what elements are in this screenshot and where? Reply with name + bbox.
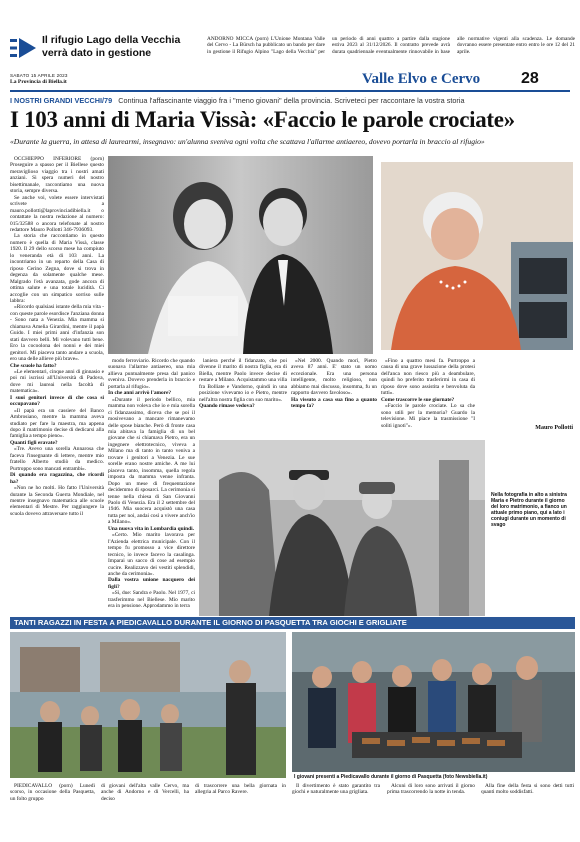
article-paragraph: modo ferroviario. Ricordo che quando suonava l'allarme antiaereo, una mia allieva puntualmente presa dal panico sveniva. Dovevo prenderla in braccio e portarla al rifugio». xyxy=(108,358,195,390)
article-subhead: Che scuole ha fatto? xyxy=(10,362,57,369)
article-subhead: In che anni arrivò l'amore? xyxy=(108,390,172,397)
article-column-5 xyxy=(381,358,475,436)
teaser-body xyxy=(207,36,575,66)
article-subhead: Come trascorre le sue giornate? xyxy=(381,396,455,403)
bottom-col-3-text: di trascorrere una bella giornata in allegria al Parco Ravere. xyxy=(195,783,286,796)
article-paragraph: «Durante il periodo bellico, mia mamma non voleva che io e mia sorella ci fidanzassimo, diceva che se poi il mosivevano a mancare rimanevamo delle spose bianche. Però di fronte casa mia abitava la famiglia di un bel giovane che si chiamava Pietro, era un ingegnere elettrotecnico, viveva a Milano ma di tanto in tanto veniva a trovare i genitori a Venezia. Le sue sorelle erano nostre amiche. A me lui piaceva tanto, insomma, quella regola imposta da mamma venne infranta. Dopo un mese di frequentazione decidemmo di sposarci. La cerimonia si tenne nella chiesa di San Giovanni Paolo di Venezia. Era il 2 settembre del 1946. Mia suocera acquistò una casa tutta per noi, andai così a vivere anch'io a Milano». xyxy=(108,396,195,526)
article-paragraph: «Certo. Mio marito lavorava per l'Azienda elettrica municipale. Con il tempo fu promosso a vice direttore tecnico, io invece facevo la casalinga. Imparai un sacco di cose ad esempio cucire. Realizzavo dei vestiti splendidi, anche da cerimonia». xyxy=(108,532,195,577)
kicker-label: I NOSTRI GRANDI VECCHI/79 xyxy=(10,96,113,105)
masthead-page-number: 28 xyxy=(521,70,539,87)
byline: Mauro Pollotti xyxy=(535,425,573,431)
bottom-col-6-text: Alla fine della festa si sono detti tutti quanti molto soddisfatti. xyxy=(481,783,574,796)
article-paragraph: «Le elementari, cinque anni di ginnasio e poi mi iscrissi all'Università di Padova, dove mi laureai nella facoltà di matematica». xyxy=(10,368,104,395)
article-column-1 xyxy=(10,156,104,616)
article-paragraph: «Il papà era un cassiere del Banco Ambrosiano, mentre la mamma aveva studiato per fare la maestra, ma appena dopo il matrimonio decise di dedicarsi alla famiglia a tempo pieno». xyxy=(10,407,104,440)
masthead-rule xyxy=(10,90,570,92)
masthead-section: Valle Elvo e Cervo xyxy=(362,71,481,87)
article-paragraph: La storia che raccontiamo in questo numero è quella di Maria Vissà, classe 1920. Il 29 dello scorso mese ha compiuto lo veneranda età di 103 anni. La incontriamo in un reparto della Casa di riposo Cerino Zegna, dove si trova in degenza da solamente qualche mese. Malgrado l'età avanzata, gode ancora di ottima salute e una totale lucidità. Ci accoglie con un simpatico sorriso sulle labbra: xyxy=(10,233,104,304)
bottom-col-1 xyxy=(10,783,95,825)
wedding-photo xyxy=(108,156,373,354)
deck: «Durante la guerra, in attesa di laurearmi, insegnavo: un'alunna sveniva ogni volta che scattava l'allarme antiaereo, dovevo portarla in braccio al rifugio» xyxy=(10,137,485,146)
bottom-col-5-text: Alcuni di loro sono arrivati il giorno prima trascorrendo la notte in tenda. xyxy=(387,783,475,796)
bottom-col-6 xyxy=(481,783,574,825)
article-paragraph: laniera perché il fidanzato, che poi divenne il marito di nostra figlia, era di Biella, mentre Paolo invece decise di restare a Milano. Acquistammo una villa fra Bolliate e Vandorno, quindi in una posizione vivevamo io e Pietro, mentre nell'altra nostra figlia con suo marito». xyxy=(199,358,287,403)
teaser-headline-line1: Il rifugio Lago della Vecchia xyxy=(42,34,181,46)
photo-caption: Nella fotografia in alto a sinistra Maria e Pietro durante il giorno del loro matrimonio, a fianco un attuale primo piano, qui a lato i coniugi durante un momento di svago xyxy=(491,492,567,528)
article-subhead: Ha vissuto a casa sua fino a quanto tempo fa? xyxy=(291,396,377,410)
article-paragraph: «Fino a quattro mesi fa. Purtroppo a causa di una grave lussazione della protesi dell'anca non riesco più a deambulare, quindi ho preferito trasferirmi in casa di riposo dove sono assistita e benvoluta da tutti». xyxy=(381,358,475,397)
bottom-col-4-text: Il divertimento è stato garantito tra giochi e naturalmente una grigliata. xyxy=(292,783,380,796)
maria-portrait-photo xyxy=(381,162,573,350)
article-subhead: Di quando era ragazzina, che ricordi ha? xyxy=(10,472,104,485)
article-paragraph: «Faccio le parole crociate. Lo sa che sono utili per la memoria? Guardo la televisione. Mi piace la trasmissione "I soliti ignoti"». xyxy=(381,403,475,429)
article-paragraph: OCCHIEPPO INFERIORE (porn) Proseguire a spasso per il Biellese questo meraviglioso viaggio tra i nostri amati anziani. Si spera numeri del nostro bisettimanale, raccontiamo una nuova storia, sempre diversa. xyxy=(10,156,104,195)
article-subhead: Quanti figli eravate? xyxy=(10,439,58,446)
teaser-arrow-icon xyxy=(10,36,36,60)
bottom-col-5 xyxy=(387,783,475,825)
bottom-band: TANTI RAGAZZI IN FESTA A PIEDICAVALLO DURANTE IL GIORNO DI PASQUETTA TRA GIOCHI E GRIGLIATE xyxy=(10,617,575,629)
teaser-body-text: ANDORNO MICCA (porn) L'Unione Montana Valle del Cervo - La Bürsch ha pubblicato un bando per dare in gestione il Rifugio Alpino "Lago della Vecchia" per un periodo di anni quattro a partire dalla stagione estiva 2023 al 31/12/2026. Il contratto prevede avrà durata quadriennale eventualmente rinnovabile in base alle normative vigenti alla scadenza. Le domande dovranno essere presentate entro entro le ore 12 del 21 aprile. xyxy=(207,36,575,55)
bottom-col-2-text: di giovani dell'alta valle Cervo, ma anche di Andorno e di Vercelli, ha deciso xyxy=(101,783,189,802)
teaser-headline xyxy=(42,34,202,60)
headline: I 103 anni di Maria Vissà: «Faccio le parole crociate» xyxy=(10,107,515,132)
kicker-text: Continua l'affascinante viaggio fra i "meno giovani" della provincia. Scriveteci per raccontare la vostra storia xyxy=(118,96,465,105)
article-paragraph: Se anche voi, volete essere intervistati scrivete a mauro.pollotti@laprovinciadibiella.it o contattate la nostra redazione al numero: 015/32588 o ancora telefonate al nostro redattore Mauro Pollotti 346-7936093. xyxy=(10,194,104,233)
pasquetta-photo-left xyxy=(10,632,286,778)
bottom-col-4 xyxy=(292,783,380,825)
article-subhead: Una nuova vita in Lombardia quindi. xyxy=(108,525,194,532)
article-subhead: Dalla vostra unione nacquero dei figli? xyxy=(108,577,195,590)
kicker xyxy=(10,96,575,105)
article-paragraph: «Ricordo qualsiasi istante della mia vita - con queste parole esordisce l'anziana donna - Sono nata a Venezia. Mia mamma si chiamava Amelia Girardini, mentre il papà Guido. I miei primi anni d'infanzia son stati davvero belli. Mi volevano tutti bene. Ero la cocoolona dei nonni e dei miei genitori. Mi piaceva tanto andare a scuola, ero una delle allieve più brave». xyxy=(10,304,104,363)
article-column-6 xyxy=(480,358,573,434)
couple-photo xyxy=(199,440,485,616)
article-paragraph: «Tre. Avevo una sorella Annarosa che faceva l'insegnante di lettere, mentre mio fratello Alberto studiò da medico. Purtroppo sono mancati entrambi». xyxy=(10,446,104,472)
teaser-headline-line2: verrà dato in gestione xyxy=(42,47,152,59)
article-subhead: Quando rimase vedova? xyxy=(199,403,255,410)
article-paragraph: «Nel 2000. Quando morì, Pietro aveva 87 anni. E' stato un uomo eccezionale. Era una persona intelligente, molto religioso, non abbiamo mai discusso, insomma, fu un rapporto davvero favoloso». xyxy=(291,358,377,397)
bottom-col-3 xyxy=(195,783,286,825)
article-column-2 xyxy=(108,358,195,616)
article-paragraph: «Non ne ho molti. Ho fatto l'Università durante la Seconda Guerra Mondiale, nel mentre insegnavo matematica alle scuole elementari di Mestre. Per raggiungere la scuola dovevo attraversare tutto il xyxy=(10,485,104,517)
masthead-paper: La Provincia di Biella.it xyxy=(10,79,67,85)
bottom-col-1-text: PIEDICAVALLO (porn) Lunedì scorso, in occasione della Pasquetta, un folto gruppo xyxy=(10,783,95,802)
pasquetta-photo-right xyxy=(292,632,575,772)
bottom-col-2 xyxy=(101,783,189,825)
article-subhead: I suoi genitori invece di che cosa si occupavano? xyxy=(10,394,104,408)
article-column-4 xyxy=(291,358,377,436)
article-paragraph: «Sì, due: Sandra e Paolo. Nel 1977, ci trasferimmo nel Biellese. Mio marito era in pensione. Approdammo in terra xyxy=(108,590,195,610)
masthead-date: SABATO 15 APRILE 2023 xyxy=(10,73,68,78)
pasquetta-caption: I giovani presenti a Piedicavallo durante il giorno di Pasquetta (foto Newsbiella.it) xyxy=(294,774,488,780)
article-column-3 xyxy=(199,358,287,436)
